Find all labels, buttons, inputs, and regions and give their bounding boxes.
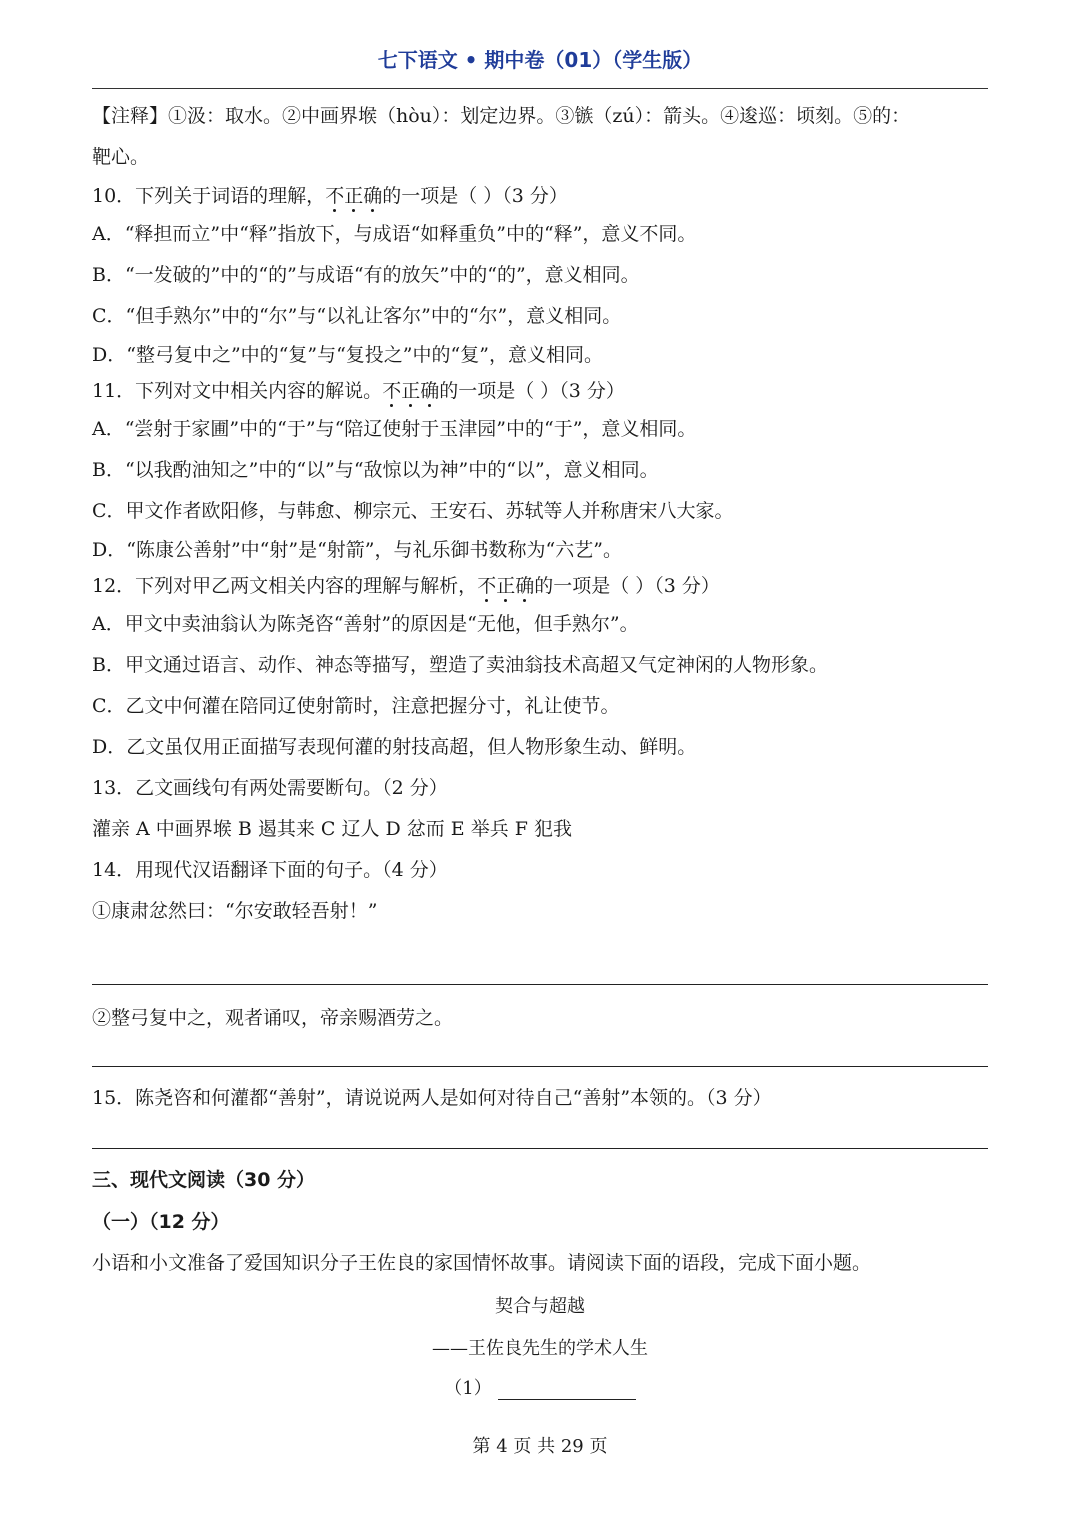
question-10-option-a: A．“释担而立”中“释”指放下，与成语“如释重负”中的“释”，意义不同。 xyxy=(92,223,697,245)
question-13-sentence: 灌亲 A 中画界堠 B 遏其来 C 辽人 D 忿而 E 举兵 F 犯我 xyxy=(92,818,572,840)
question-12-option-b: B．甲文通过语言、动作、神态等描写，塑造了卖油翁技术高超又气定神闲的人物形象。 xyxy=(92,654,828,676)
question-12-option-c: C．乙文中何灌在陪同辽使射箭时，注意把握分寸，礼让使节。 xyxy=(92,695,620,717)
page-header-title: 七下语文 • 期中卷（01）（学生版） xyxy=(377,48,703,72)
question-14-sentence-2: ②整弓复中之，观者诵叹，帝亲赐酒劳之。 xyxy=(92,1007,454,1029)
article-title: 契合与超越 xyxy=(495,1296,585,1317)
page-content xyxy=(92,96,992,932)
part-1-blank[interactable] xyxy=(498,1379,636,1400)
section-3-intro: 小语和小文准备了爱国知识分子王佐良的家国情怀故事。请阅读下面的语段，完成下面小题。 xyxy=(92,1252,872,1274)
question-11-stem: 11．下列对文中相关内容的解说。不正确的一项是（ ）（3 分） xyxy=(92,373,992,409)
article-subtitle: ——王佐良先生的学术人生 xyxy=(432,1338,648,1359)
question-10-stem: 10．下列关于词语的理解，不正确的一项是（ ）（3 分） xyxy=(92,178,992,214)
note-line-1: 【注释】①汲：取水。②中画界堠（hòu）：划定边界。③镞（zú）：箭头。④逡巡：顷刻。⑤的： xyxy=(92,105,911,127)
question-12-option-a: A．甲文中卖油翁认为陈尧咨“善射”的原因是“无他，但手熟尔”。 xyxy=(92,613,639,635)
question-10-option-c: C．“但手熟尔”中的“尔”与“以礼让客尔”中的“尔”，意义相同。 xyxy=(92,305,622,327)
question-10-option-d: D．“整弓复中之”中的“复”与“复投之”中的“复”，意义相同。 xyxy=(92,344,603,366)
question-13-stem: 13．乙文画线句有两处需要断句。（2 分） xyxy=(92,777,448,799)
answer-line-14-1[interactable] xyxy=(92,984,988,985)
page-footer: 第 4 页 共 29 页 xyxy=(472,1436,608,1457)
question-15-stem: 15．陈尧咨和何灌都“善射”，请说说两人是如何对待自己“善射”本领的。（3 分） xyxy=(92,1087,772,1109)
answer-line-14-2[interactable] xyxy=(92,1066,988,1067)
question-11-option-d: D．“陈康公善射”中“射”是“射箭”，与礼乐御书数称为“六艺”。 xyxy=(92,539,622,561)
article-part-1: （1） xyxy=(0,1374,1080,1400)
question-10-option-b: B．“一发破的”中的“的”与成语“有的放矢”中的“的”，意义相同。 xyxy=(92,264,640,286)
question-14-sentence-1: ①康肃忿然曰：“尔安敢轻吾射！” xyxy=(92,900,378,922)
section-3-subsection: （一）（12 分） xyxy=(92,1211,230,1233)
header-divider xyxy=(92,88,988,89)
question-12-option-d: D．乙文虽仅用正面描写表现何灌的射技高超，但人物形象生动、鲜明。 xyxy=(92,736,697,758)
section-3-title: 三、现代文阅读（30 分） xyxy=(92,1169,316,1191)
answer-line-15[interactable] xyxy=(92,1148,988,1149)
question-11-option-b: B．“以我酌油知之”中的“以”与“敌惊以为神”中的“以”，意义相同。 xyxy=(92,459,659,481)
question-12-stem: 12．下列对甲乙两文相关内容的理解与解析，不正确的一项是（ ）（3 分） xyxy=(92,568,992,604)
question-11-option-a: A．“尝射于家圃”中的“于”与“陪辽使射于玉津园”中的“于”，意义相同。 xyxy=(92,418,697,440)
note-line-2: 靶心。 xyxy=(92,146,150,168)
question-14-stem: 14．用现代汉语翻译下面的句子。（4 分） xyxy=(92,859,448,881)
question-11-option-c: C．甲文作者欧阳修，与韩愈、柳宗元、王安石、苏轼等人并称唐宋八大家。 xyxy=(92,500,734,522)
